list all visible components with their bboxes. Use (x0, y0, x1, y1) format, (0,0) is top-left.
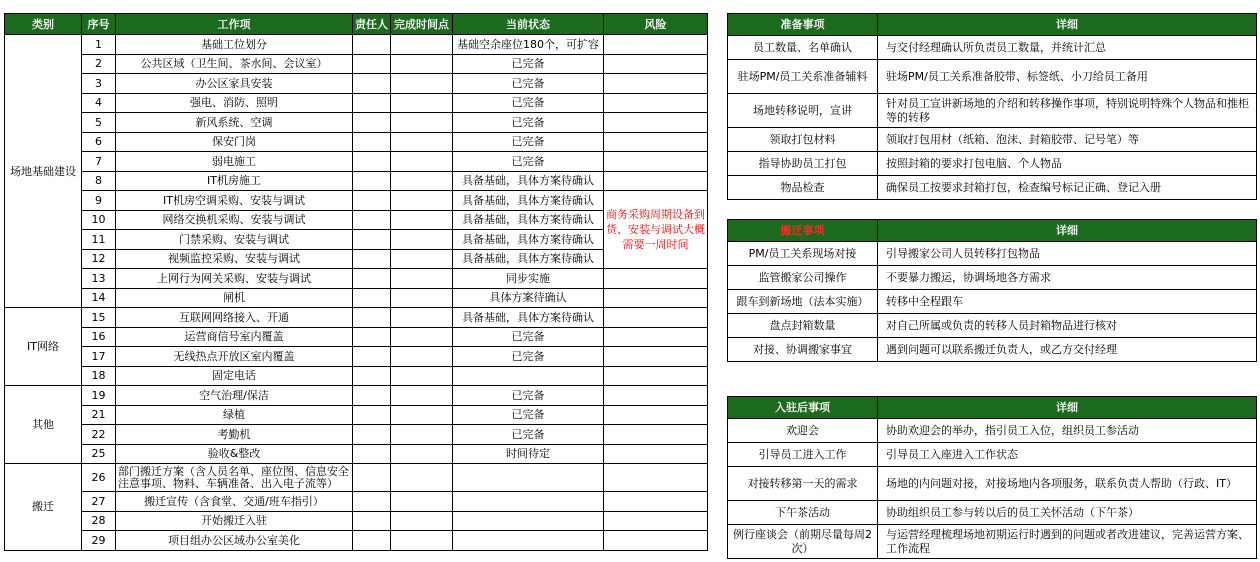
time-cell (391, 132, 453, 152)
status-cell: 具备基础，具体方案待确认 (453, 210, 604, 230)
risk-cell (604, 35, 708, 55)
category-cell: IT网络 (5, 308, 82, 386)
row-number: 2 (82, 54, 116, 74)
move-detail: 遇到问题可以联系搬迁负责人，或乙方交付经理 (878, 338, 1257, 362)
status-cell (453, 366, 604, 386)
owner-cell (353, 93, 391, 113)
move-row (728, 338, 1257, 362)
row-number: 9 (82, 191, 116, 211)
risk-note: 商务采购周期设备到货、安装与调试大概需要一周时间 (604, 191, 708, 269)
table-row (5, 54, 708, 74)
status-cell: 具备基础，具体方案待确认 (453, 230, 604, 250)
time-cell (391, 425, 453, 445)
row-number: 19 (82, 386, 116, 406)
prep-row (728, 36, 1257, 60)
time-cell (391, 113, 453, 133)
table-row (5, 152, 708, 172)
owner-cell (353, 425, 391, 445)
move-item: PM/员工关系现场对接 (728, 242, 878, 266)
risk-cell (604, 269, 708, 289)
time-cell (391, 347, 453, 367)
row-number: 29 (82, 531, 116, 551)
owner-cell (353, 405, 391, 425)
time-cell (391, 464, 453, 492)
after-row (728, 467, 1257, 501)
col-header-owner: 责任人 (353, 14, 391, 35)
work-item: 无线热点开放区室内覆盖 (116, 347, 353, 367)
status-cell (453, 492, 604, 512)
row-number: 3 (82, 74, 116, 94)
work-item: 基础工位划分 (116, 35, 353, 55)
owner-cell (353, 347, 391, 367)
table-row (5, 191, 708, 211)
table-row (5, 366, 708, 386)
move-item: 跟车到新场地（法本实施） (728, 290, 878, 314)
table-row (5, 288, 708, 308)
status-cell: 具备基础，具体方案待确认 (453, 249, 604, 269)
move-item: 监管搬家公司操作 (728, 266, 878, 290)
status-cell: 已完备 (453, 425, 604, 445)
table-header-row (5, 14, 708, 35)
prep-row (728, 60, 1257, 94)
prep-row (728, 152, 1257, 176)
status-cell: 具体方案待确认 (453, 288, 604, 308)
risk-cell (604, 171, 708, 191)
prep-detail: 领取打包用材（纸箱、泡沫、封箱胶带、记号笔）等 (878, 128, 1257, 152)
prep-item: 驻场PM/员工关系准备辅料 (728, 60, 878, 94)
move-table (727, 219, 1257, 362)
status-cell (453, 511, 604, 531)
row-number: 17 (82, 347, 116, 367)
col-header-risk: 风险 (604, 14, 708, 35)
after-item: 欢迎会 (728, 419, 878, 443)
work-item: 验收&整改 (116, 444, 353, 464)
prep-row (728, 128, 1257, 152)
table-row (5, 492, 708, 512)
col-header-no: 序号 (82, 14, 116, 35)
work-item: 新风系统、空调 (116, 113, 353, 133)
after-detail: 与运营经理梳理场地初期运行时遇到的问题或者改进建议，完善运营方案、工作流程 (878, 525, 1257, 559)
time-cell (391, 531, 453, 551)
owner-cell (353, 113, 391, 133)
prep-item: 指导协助员工打包 (728, 152, 878, 176)
time-cell (391, 308, 453, 328)
prep-row (728, 176, 1257, 200)
time-cell (391, 444, 453, 464)
risk-cell (604, 93, 708, 113)
after-detail: 场地的内问题对接，对接场地内各项服务，联系负责人帮助（行政、IT） (878, 467, 1257, 501)
prep-item: 物品检查 (728, 176, 878, 200)
time-cell (391, 366, 453, 386)
prep-detail: 按照封箱的要求打包电脑、个人物品 (878, 152, 1257, 176)
table-row (5, 386, 708, 406)
row-number: 21 (82, 405, 116, 425)
status-cell: 已完备 (453, 113, 604, 133)
table-row (5, 327, 708, 347)
table-row (5, 35, 708, 55)
status-cell: 已完备 (453, 93, 604, 113)
after-header-item: 入驻后事项 (728, 397, 878, 419)
row-number: 6 (82, 132, 116, 152)
work-item: IT机房施工 (116, 171, 353, 191)
status-cell: 已完备 (453, 405, 604, 425)
owner-cell (353, 327, 391, 347)
row-number: 5 (82, 113, 116, 133)
time-cell (391, 191, 453, 211)
work-item: 搬迁宣传（含食堂、交通/班车指引） (116, 492, 353, 512)
row-number: 11 (82, 230, 116, 250)
prep-item: 领取打包材料 (728, 128, 878, 152)
col-header-status: 当前状态 (453, 14, 604, 35)
prep-detail: 驻场PM/员工关系准备胶带、标签纸、小刀给员工备用 (878, 60, 1257, 94)
prep-detail: 确保员工按要求封箱打包，检查编号标记正确、登记入册 (878, 176, 1257, 200)
risk-cell (604, 492, 708, 512)
prep-header-item: 准备事项 (728, 14, 878, 36)
status-cell: 已完备 (453, 347, 604, 367)
status-cell: 时间待定 (453, 444, 604, 464)
time-cell (391, 492, 453, 512)
risk-cell (604, 531, 708, 551)
work-item: 互联网网络接入、开通 (116, 308, 353, 328)
work-item: 闸机 (116, 288, 353, 308)
owner-cell (353, 132, 391, 152)
work-item: 项目组办公区域办公室美化 (116, 531, 353, 551)
table-row (5, 444, 708, 464)
row-number: 14 (82, 288, 116, 308)
status-cell: 基础空余座位180个，可扩容 (453, 35, 604, 55)
work-item: 上网行为网关采购、安装与调试 (116, 269, 353, 289)
move-item: 盘点封箱数量 (728, 314, 878, 338)
table-row (5, 93, 708, 113)
status-cell (453, 464, 604, 492)
table-row (5, 531, 708, 551)
table-row (5, 425, 708, 445)
work-item: 空气治理/保洁 (116, 386, 353, 406)
work-item: 门禁采购、安装与调试 (116, 230, 353, 250)
col-header-category: 类别 (5, 14, 82, 35)
move-detail: 不要暴力搬运，协调场地各方需求 (878, 266, 1257, 290)
time-cell (391, 210, 453, 230)
status-cell: 已完备 (453, 327, 604, 347)
time-cell (391, 230, 453, 250)
work-item: 办公区家具安装 (116, 74, 353, 94)
owner-cell (353, 230, 391, 250)
work-item: 开始搬迁入驻 (116, 511, 353, 531)
row-number: 10 (82, 210, 116, 230)
time-cell (391, 152, 453, 172)
row-number: 13 (82, 269, 116, 289)
col-header-time: 完成时间点 (391, 14, 453, 35)
time-cell (391, 511, 453, 531)
owner-cell (353, 210, 391, 230)
time-cell (391, 54, 453, 74)
time-cell (391, 327, 453, 347)
after-item: 引导员工进入工作 (728, 443, 878, 467)
status-cell: 同步实施 (453, 269, 604, 289)
status-cell: 具备基础，具体方案待确认 (453, 191, 604, 211)
table-row (5, 405, 708, 425)
owner-cell (353, 531, 391, 551)
owner-cell (353, 386, 391, 406)
work-item: 绿植 (116, 405, 353, 425)
work-item: 强电、消防、照明 (116, 93, 353, 113)
after-item: 例行座谈会（前期尽量每周2次） (728, 525, 878, 559)
risk-cell (604, 444, 708, 464)
row-number: 27 (82, 492, 116, 512)
after-item: 下午茶活动 (728, 501, 878, 525)
risk-cell (604, 327, 708, 347)
owner-cell (353, 35, 391, 55)
after-table (727, 396, 1257, 559)
risk-cell (604, 386, 708, 406)
work-item-table (4, 13, 708, 551)
after-item: 对接转移第一天的需求 (728, 467, 878, 501)
table-row (5, 171, 708, 191)
table-row (5, 269, 708, 289)
col-header-item: 工作项 (116, 14, 353, 35)
status-cell: 已完备 (453, 152, 604, 172)
move-header-detail: 详细 (878, 220, 1257, 242)
move-row (728, 314, 1257, 338)
work-item: 部门搬迁方案（含人员名单、座位图、信息安全注意事项、物料、车辆准备、出入电子流等） (116, 464, 353, 492)
risk-cell (604, 288, 708, 308)
work-item: 固定电话 (116, 366, 353, 386)
owner-cell (353, 152, 391, 172)
move-row (728, 242, 1257, 266)
work-item: IT机房空调采购、安装与调试 (116, 191, 353, 211)
owner-cell (353, 171, 391, 191)
move-detail: 转移中全程跟车 (878, 290, 1257, 314)
owner-cell (353, 366, 391, 386)
move-header-item: 搬迁事项 (728, 220, 878, 242)
prep-detail: 与交付经理确认所负责员工数量，并统计汇总 (878, 36, 1257, 60)
row-number: 26 (82, 464, 116, 492)
prep-table (727, 13, 1257, 200)
owner-cell (353, 249, 391, 269)
after-detail: 引导员工入座进入工作状态 (878, 443, 1257, 467)
row-number: 22 (82, 425, 116, 445)
risk-cell (604, 464, 708, 492)
work-item: 网络交换机采购、安装与调试 (116, 210, 353, 230)
owner-cell (353, 511, 391, 531)
owner-cell (353, 444, 391, 464)
status-cell: 已完备 (453, 74, 604, 94)
owner-cell (353, 74, 391, 94)
after-row (728, 419, 1257, 443)
after-detail: 协助欢迎会的举办，指引员工入位，组织员工参活动 (878, 419, 1257, 443)
risk-cell (604, 74, 708, 94)
row-number: 18 (82, 366, 116, 386)
status-cell: 已完备 (453, 54, 604, 74)
move-row (728, 266, 1257, 290)
time-cell (391, 288, 453, 308)
move-detail: 对自己所属或负责的转移人员封箱物品进行核对 (878, 314, 1257, 338)
prep-detail: 针对员工宣讲新场地的介绍和转移操作事项，特别说明特殊个人物品和推柜等的转移 (878, 94, 1257, 128)
status-cell: 具备基础，具体方案待确认 (453, 171, 604, 191)
row-number: 28 (82, 511, 116, 531)
after-detail: 协助组织员工参与转以后的员工关怀活动（下午茶） (878, 501, 1257, 525)
table-row (5, 210, 708, 230)
table-row (5, 464, 708, 492)
row-number: 25 (82, 444, 116, 464)
owner-cell (353, 269, 391, 289)
time-cell (391, 386, 453, 406)
time-cell (391, 35, 453, 55)
row-number: 1 (82, 35, 116, 55)
time-cell (391, 269, 453, 289)
time-cell (391, 93, 453, 113)
table-row (5, 308, 708, 328)
work-item: 公共区域（卫生间、茶水间、会议室） (116, 54, 353, 74)
row-number: 7 (82, 152, 116, 172)
move-header-row (728, 220, 1257, 242)
status-cell (453, 531, 604, 551)
time-cell (391, 74, 453, 94)
work-item: 运营商信号室内覆盖 (116, 327, 353, 347)
after-header-row (728, 397, 1257, 419)
table-row (5, 230, 708, 250)
risk-cell (604, 511, 708, 531)
work-item: 保安门岗 (116, 132, 353, 152)
move-item: 对接、协调搬家事宜 (728, 338, 878, 362)
time-cell (391, 405, 453, 425)
risk-cell (604, 132, 708, 152)
category-cell: 其他 (5, 386, 82, 464)
category-cell: 搬迁 (5, 464, 82, 551)
prep-header-row (728, 14, 1257, 36)
after-row (728, 501, 1257, 525)
table-row (5, 347, 708, 367)
table-row (5, 249, 708, 269)
work-item: 视频监控采购、安装与调试 (116, 249, 353, 269)
status-cell: 已完备 (453, 386, 604, 406)
move-row (728, 290, 1257, 314)
work-item: 弱电施工 (116, 152, 353, 172)
row-number: 4 (82, 93, 116, 113)
table-row (5, 132, 708, 152)
after-row (728, 443, 1257, 467)
table-row (5, 113, 708, 133)
owner-cell (353, 54, 391, 74)
row-number: 16 (82, 327, 116, 347)
status-cell: 具备基础，具体方案待确认 (453, 308, 604, 328)
row-number: 12 (82, 249, 116, 269)
row-number: 15 (82, 308, 116, 328)
owner-cell (353, 308, 391, 328)
risk-cell (604, 425, 708, 445)
owner-cell (353, 288, 391, 308)
time-cell (391, 171, 453, 191)
move-detail: 引导搬家公司人员转移打包物品 (878, 242, 1257, 266)
risk-cell (604, 308, 708, 328)
prep-header-detail: 详细 (878, 14, 1257, 36)
prep-row (728, 94, 1257, 128)
risk-cell (604, 405, 708, 425)
prep-item: 场地转移说明，宣讲 (728, 94, 878, 128)
risk-cell (604, 366, 708, 386)
row-number: 8 (82, 171, 116, 191)
category-cell: 场地基础建设 (5, 35, 82, 308)
owner-cell (353, 464, 391, 492)
after-header-detail: 详细 (878, 397, 1257, 419)
after-row (728, 525, 1257, 559)
status-cell: 已完备 (453, 132, 604, 152)
table-row (5, 74, 708, 94)
owner-cell (353, 492, 391, 512)
owner-cell (353, 191, 391, 211)
risk-cell (604, 54, 708, 74)
time-cell (391, 249, 453, 269)
risk-cell (604, 152, 708, 172)
risk-cell (604, 113, 708, 133)
risk-cell (604, 347, 708, 367)
work-item: 考勤机 (116, 425, 353, 445)
prep-item: 员工数量、名单确认 (728, 36, 878, 60)
table-row (5, 511, 708, 531)
